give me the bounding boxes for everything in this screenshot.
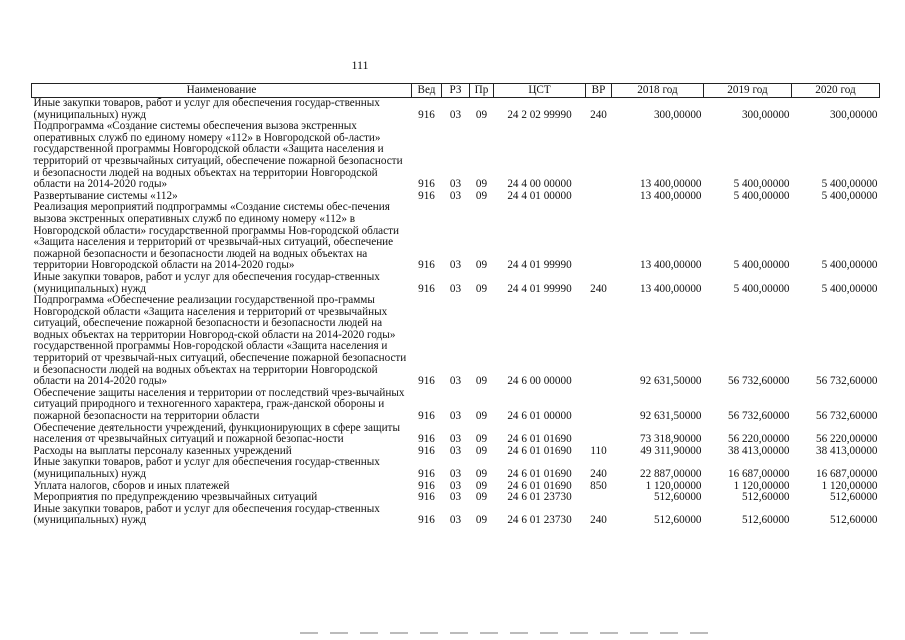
row-cst: 24 6 01 01690 (507, 433, 572, 446)
row-2019: 56 732,60000 (727, 375, 790, 388)
row-rz: 03 (449, 189, 462, 202)
row-2018: 13 400,00000 (639, 178, 702, 191)
row-2018: 13 400,00000 (639, 259, 702, 272)
row-rz: 03 (449, 410, 462, 423)
row-name: Подпрограмма «Создание системы обеспечения вызова экстренных оперативных служб по единому номеру «112» в Новгородской об-ласти» государственной программы Новгородской области «Защита населения и территорий от чрезвычайных ситуаций, обеспечение пожарной безопасности и безопасности людей на водных объектах на территории Новгородской области на 2014-2020 годы» (33, 120, 403, 191)
row-cst: 24 6 01 00000 (507, 410, 572, 423)
row-rz: 03 (449, 282, 462, 295)
table-row (32, 272, 880, 295)
row-2020: 5 400,00000 (821, 282, 878, 295)
scan-artifact-line (300, 632, 720, 634)
row-ved: 916 (418, 375, 435, 388)
row-2020: 56 732,60000 (815, 410, 878, 423)
header-cst: ЦСТ (494, 84, 586, 98)
row-ved: 916 (418, 479, 435, 492)
header-2020: 2020 год (792, 84, 880, 98)
row-name: Подпрограмма «Обеспечение реализации государственной про-граммы Новгородской области «Защита населения и территорий от чрезвычайных ситуаций, обеспечение пожарной безопасности и безопасности людей на водных объектах на территории Новгород-ской области на 2014-2020 годы» государственной программы Нов-городской области «Защита населения и территорий от чрезвычай-ных ситуаций, обеспечение пожарной безопасности и безопасности людей на водных объектах на территории Новгородской области на 2014-2020 годы» (33, 294, 407, 388)
row-name: Мероприятия по предупреждению чрезвычайных ситуаций (33, 491, 318, 504)
row-2018: 22 887,00000 (639, 468, 702, 480)
row-pr: 09 (475, 259, 488, 272)
row-name: Иные закупки товаров, работ и услуг для обеспечения государ-ственных (муниципальных) нужд (33, 97, 380, 121)
row-2020: 5 400,00000 (821, 178, 878, 191)
table-row (32, 388, 880, 423)
row-2019: 5 400,00000 (733, 259, 790, 272)
row-2020: 56 732,60000 (815, 375, 878, 388)
row-cst: 24 6 01 01690 (507, 444, 572, 457)
row-name: Реализация мероприятий подпрограммы «Создание системы обес-печения вызова экстренных оперативных служб по единому номеру «112» в Новгородской области» государственной программы Нов-городской области «Защита населения и территорий от чрезвычай-ных ситуаций, обеспечение пожарной безопасности и безопасности людей на водных объектах на территории Новгородской области на 2014-2020 годы» (33, 201, 399, 272)
row-2020: 56 220,00000 (815, 433, 878, 446)
row-ved: 916 (418, 108, 435, 121)
table-row (32, 295, 880, 388)
row-pr: 09 (475, 375, 488, 388)
row-ved: 916 (418, 189, 435, 202)
row-2020: 512,60000 (829, 514, 878, 527)
row-vr (586, 423, 612, 446)
header-rz: РЗ (442, 84, 470, 98)
row-rz: 03 (449, 514, 462, 527)
row-rz: 03 (449, 479, 462, 492)
row-2020: 38 413,00000 (815, 444, 878, 457)
header-ved: Вед (412, 84, 442, 98)
row-pr: 09 (475, 491, 488, 504)
row-name: Обеспечение защиты населения и территории от последствий чрез-вычайных ситуаций природного и техногенного характера, граж-данской обороны и пожарной безопасности на территории области (33, 386, 405, 423)
row-rz: 03 (449, 178, 462, 191)
row-vr (586, 295, 612, 388)
table-row (32, 504, 880, 527)
row-2018: 300,00000 (653, 108, 702, 121)
row-cst: 24 4 01 99990 (507, 282, 572, 295)
row-name: Развертывание системы «112» (33, 189, 178, 202)
row-cst: 24 4 01 00000 (507, 189, 572, 202)
row-ved: 916 (418, 410, 435, 423)
row-cst: 24 4 01 99990 (507, 259, 572, 272)
row-2018: 512,60000 (653, 514, 702, 527)
row-ved: 916 (418, 282, 435, 295)
row-2019: 56 732,60000 (727, 410, 790, 423)
row-name: Иные закупки товаров, работ и услуг для обеспечения государ-ственных (муниципальных) нужд (33, 502, 380, 527)
row-rz: 03 (449, 375, 462, 388)
row-ved: 916 (418, 468, 435, 480)
table-row (32, 202, 880, 272)
row-pr: 09 (475, 189, 488, 202)
row-2018: 13 400,00000 (639, 189, 702, 202)
row-2020: 5 400,00000 (821, 189, 878, 202)
row-vr: 110 (590, 444, 607, 457)
row-2018: 49 311,90000 (640, 444, 702, 457)
row-ved: 916 (418, 178, 435, 191)
table-row (32, 423, 880, 446)
row-2018: 92 631,50000 (639, 410, 702, 423)
row-2019: 512,60000 (741, 514, 790, 527)
page-number: 111 (351, 58, 369, 72)
row-pr: 09 (475, 282, 488, 295)
row-2019: 38 413,00000 (727, 444, 790, 457)
row-name: Обеспечение деятельности учреждений, функционирующих в сфере защиты населения от чрезвычайных ситуаций и пожарной безопас-ности (33, 421, 400, 446)
row-ved: 916 (418, 514, 435, 527)
row-cst: 24 6 01 01690 (507, 479, 572, 492)
row-2019: 5 400,00000 (733, 178, 790, 191)
row-2020: 5 400,00000 (821, 259, 878, 272)
header-name: Наименование (32, 84, 412, 98)
row-pr: 09 (475, 410, 488, 423)
row-vr: 240 (590, 468, 607, 480)
row-2019: 512,60000 (741, 491, 790, 504)
table-row (32, 457, 880, 480)
row-2018: 13 400,00000 (639, 282, 702, 295)
row-pr: 09 (475, 108, 488, 121)
row-cst: 24 4 00 00000 (507, 178, 572, 191)
row-cst: 24 6 01 23730 (507, 491, 572, 504)
row-cst: 24 6 00 00000 (507, 375, 572, 388)
row-2019: 300,00000 (741, 108, 790, 121)
row-rz: 03 (449, 259, 462, 272)
row-vr (586, 202, 612, 272)
table-header-row (32, 84, 880, 98)
header-vr: ВР (586, 84, 612, 98)
row-2018: 1 120,00000 (645, 479, 702, 492)
header-pr: Пр (470, 84, 494, 98)
budget-table (31, 83, 880, 527)
row-2019: 1 120,00000 (733, 479, 790, 492)
row-name: Расходы на выплаты персоналу казенных учреждений (33, 444, 292, 457)
row-pr: 09 (475, 468, 488, 480)
row-vr (586, 388, 612, 423)
row-rz: 03 (449, 444, 462, 457)
row-vr: 240 (590, 514, 607, 527)
row-pr: 09 (475, 514, 488, 527)
row-2018: 92 631,50000 (639, 375, 702, 388)
row-pr: 09 (475, 444, 488, 457)
row-rz: 03 (449, 468, 462, 480)
row-pr: 09 (475, 433, 488, 446)
row-ved: 916 (418, 444, 435, 457)
row-vr (586, 121, 612, 191)
row-ved: 916 (418, 259, 435, 272)
table-row (32, 98, 880, 122)
row-ved: 916 (418, 491, 435, 504)
row-2020: 1 120,00000 (821, 479, 878, 492)
header-2018: 2018 год (612, 84, 704, 98)
row-rz: 03 (449, 491, 462, 504)
row-ved: 916 (418, 433, 435, 446)
row-cst: 24 6 01 01690 (507, 468, 572, 480)
row-2020: 16 687,00000 (815, 468, 878, 480)
row-vr: 240 (590, 108, 607, 121)
row-pr: 09 (475, 178, 488, 191)
row-cst: 24 2 02 99990 (507, 108, 572, 121)
row-2019: 5 400,00000 (733, 189, 790, 202)
row-2019: 16 687,00000 (727, 468, 790, 480)
row-name: Иные закупки товаров, работ и услуг для обеспечения государ-ственных (муниципальных) нужд (33, 270, 380, 295)
row-name: Уплата налогов, сборов и иных платежей (33, 479, 230, 492)
row-rz: 03 (449, 433, 462, 446)
row-2018: 73 318,90000 (639, 433, 702, 446)
row-name: Иные закупки товаров, работ и услуг для обеспечения государ-ственных (муниципальных) нужд (33, 456, 380, 480)
row-2019: 56 220,00000 (727, 433, 790, 446)
header-2019: 2019 год (704, 84, 792, 98)
row-cst: 24 6 01 23730 (507, 514, 572, 527)
table-row (32, 121, 880, 191)
row-2020: 512,60000 (829, 491, 878, 504)
row-rz: 03 (449, 108, 462, 121)
row-vr (586, 492, 612, 504)
row-2019: 5 400,00000 (733, 282, 790, 295)
row-vr (586, 191, 612, 203)
row-2018: 512,60000 (653, 491, 702, 504)
row-2020: 300,00000 (829, 108, 878, 121)
row-pr: 09 (475, 479, 488, 492)
row-vr: 240 (590, 282, 607, 295)
row-vr: 850 (590, 479, 607, 492)
